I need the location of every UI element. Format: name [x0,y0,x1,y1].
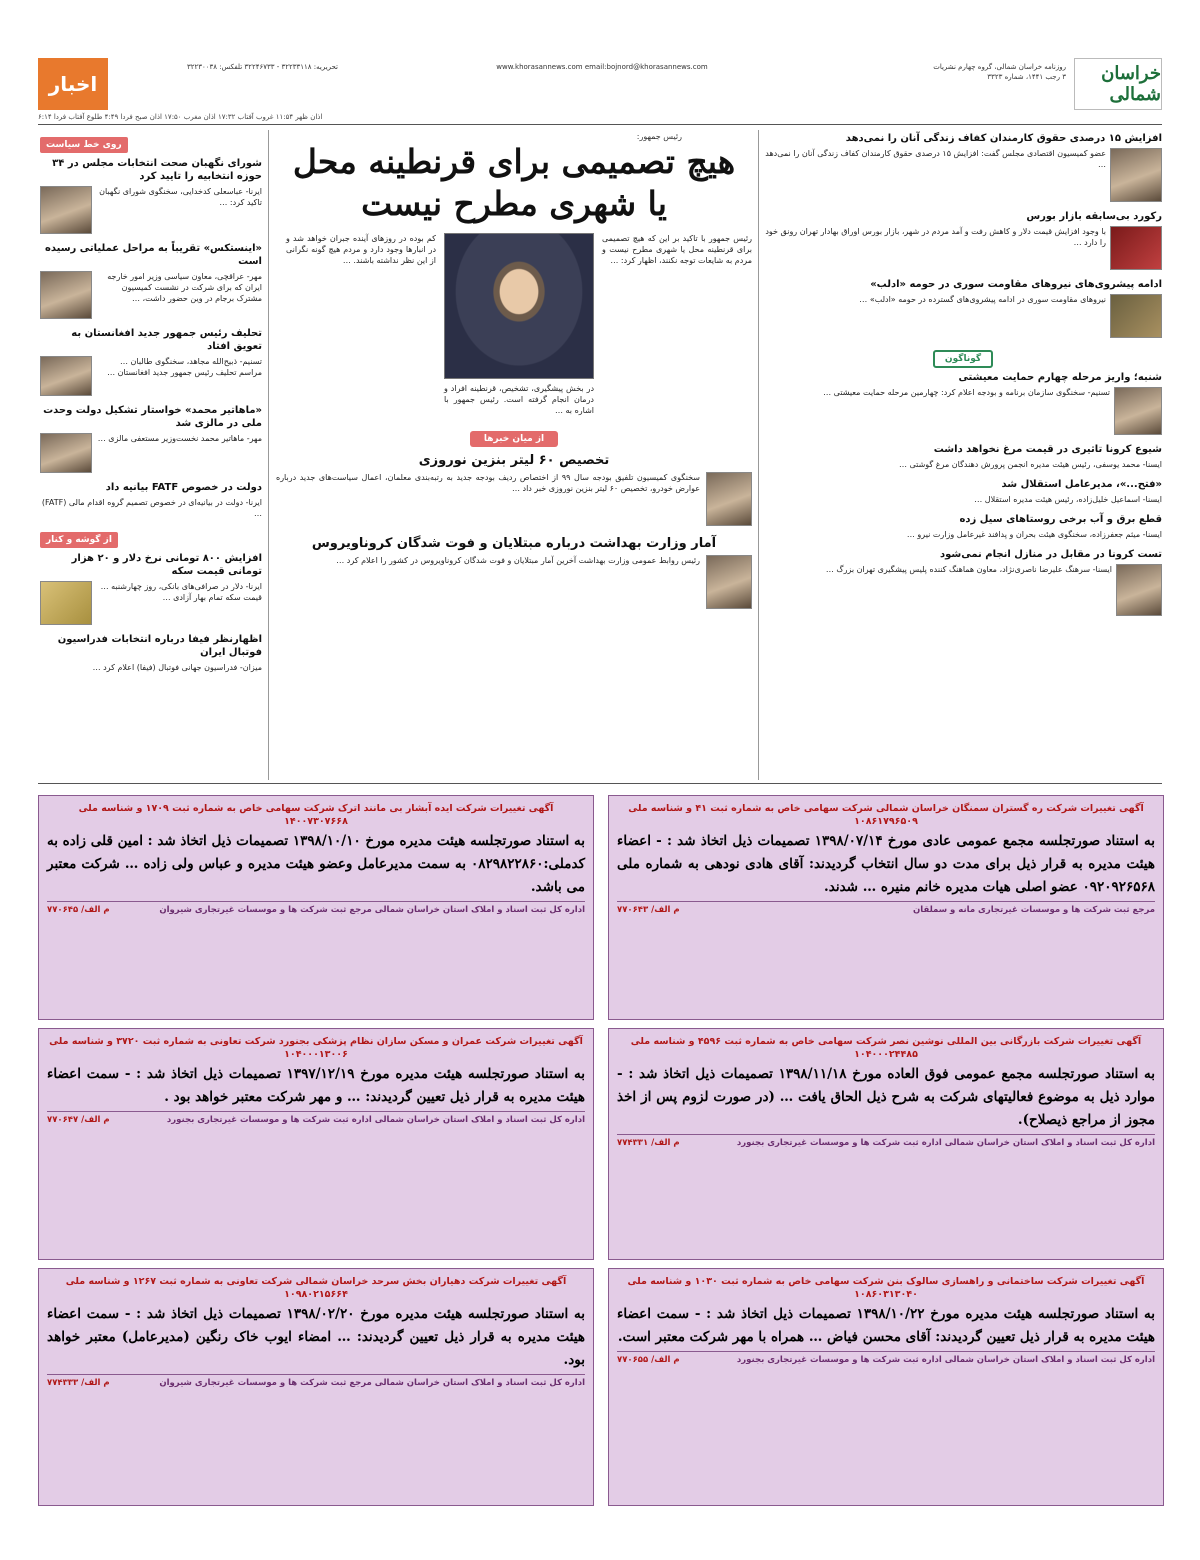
notice-code: م الف/ ۷۷۰۶۴۳ [617,905,680,915]
notice-code: م الف/ ۷۷۰۶۵۵ [617,1355,680,1365]
legal-notice [38,1268,594,1506]
news-body: مهر- عراقچی، معاون سیاسی وزیر امور خارجه ایران که برای شرکت در نشست کمیسیون مشترک برجام در وین حضور داشت، … [107,272,262,303]
site-urls: www.khorasannews.com email:bojnord@khorasannews.com [496,63,708,71]
syria-photo [1110,294,1162,338]
notice-code: م الف/ ۷۷۴۳۳۱ [617,1138,680,1148]
newspaper-logo [1074,58,1162,110]
contacts: تحریریه: ۳۲۲۳۳۱۱۸ - ۳۲۲۴۶۷۳۳ تلفکس: ۳۲۲۳۰۰۳۸ [186,63,338,71]
news-title: شنبه؛ واریز مرحله چهارم حمایت معیشتی [958,372,1162,383]
legal-notice [608,1268,1164,1506]
ads-divider [38,783,1162,784]
headline-line: یا شهری مطرح نیست [361,184,667,223]
notice-footer: اداره کل ثبت اسناد و املاک استان خراسان شمالی اداره ثبت شرکت ها و موسسات غیرتجاری بجنورد [736,1138,1155,1148]
notice-title: آگهی تغییرات شرکت ایده آبشار بی مانند اترک شرکت سهامی خاص به شماره ثبت ۱۷۰۹ و شناسه ملی ۱۴۰۰۷۳۰۷۶۶۸ [78,803,554,827]
section-text: اخبار [48,72,98,96]
news-body: ایسنا- محمد یوسفی، رئیس هیئت مدیره انجمن پرورش دهندگان مرغ گوشتی … [898,460,1162,469]
notice-footer: اداره کل ثبت اسناد و املاک استان خراسان شمالی اداره ثبت شرکت ها و موسسات غیرتجاری بجنورد [166,1115,585,1125]
coins-photo [40,581,92,625]
politics-badge: روی خط سیاست [40,137,128,153]
news-body: ایرنا- دولت در بیانیه‌ای در خصوص تصمیم گروه اقدام مالی (FATF) … [41,498,262,518]
center-column [276,132,752,609]
news-title: تست کرونا در مقابل در منازل انجام نمی‌شود [940,549,1162,560]
sub-body: سخنگوی کمیسیون تلفیق بودجه سال ۹۹ از اختصاص ردیف بودجه جدید به رتبه‌بندی معلمان، اعمال سیاست‌های جدید درباره عوارض خودرو، تخصیص ۶۰ لیتر بنزین نوروزی خبر داد … [276,473,700,493]
news-title: رکورد بی‌سابقه بازار بورس [1026,211,1162,222]
sub-body: رئیس روابط عمومی وزارت بهداشت آخرین آمار مبتلایان و فوت شدگان کروناویروس در کشور را اعلام کرد … [336,556,700,565]
news-body: ایسنا- میثم جعفرزاده، سخنگوی هیئت بحران و پدافند غیرعامل وزارت نیرو … [906,530,1162,539]
news-photo [40,186,92,234]
notice-title: آگهی تغییرات شرکت ساختمانی و راهسازی سالوک بنن شرکت سهامی خاص به شماره ثبت ۱۰۳۰ و شناسه ملی ۱۰۸۶۰۳۱۳۰۴۰ [627,1276,1145,1300]
notice-body: به استناد صورتجلسه هیئت مدیره مورخ ۱۳۹۷/۱۲/۱۹ تصمیمات ذیل اتخاذ شد : - سمت اعضاء هیئت مدیره به قرار ذیل تعیین گردیدند: … و مهر شرکت معتبر خواهد بود . [47,1066,585,1105]
news-photo [1110,148,1162,202]
lead-body: در بخش پیشگیری، تشخیص، قرنطینه افراد و درمان انجام گرفته است. رئیس جمهور با اشاره به … [444,384,594,415]
lead-body: کم بوده در روزهای آینده جبران خواهد شد و در انبارها وجود دارد و مردم هیچ گونه نگرانی از این نظر نداشته باشند. … [286,234,436,265]
main-headline [276,141,752,225]
news-title: دولت در خصوص FATF بیانیه داد [105,482,262,493]
news-photo [40,433,92,473]
news-photo [1114,387,1162,435]
news-body: ایسنا- اسماعیل خلیل‌زاده، رئیس هیئت مدیره استقلال … [974,495,1162,504]
headline-line: هیچ تصمیمی برای قرنطینه محل [292,142,736,181]
news-title: «ماهاتیر محمد» خواستار تشکیل دولت وحدت ملی در مالزی شد [43,405,262,429]
notice-body: به استناد صورتجلسه مجمع عمومی فوق العاده مورخ ۱۳۹۸/۱۱/۱۸ تصمیمات ذیل اتخاذ شد : - موارد ذیل به موضوع فعالیتهای شرکت به شرح ذیل الحاق یافت … (در صورت لزوم پس از اخذ مجوز از مراجع ذیصلاح). [617,1066,1156,1128]
notice-code: م الف/ ۷۷۴۳۳۳ [47,1378,110,1388]
legal-notice [38,795,594,1020]
notice-body: به استناد صورتجلسه هیئت مدیره مورخ ۱۳۹۸/۰۲/۲۰ تصمیمات ذیل اتخاذ شد : - سمت اعضاء هیئت مدیره به قرار ذیل تعیین گردیدند: … امضاء ایوب خاک رنگین (مدیرعامل) معتبر خواهد بود. [47,1306,585,1368]
news-photo [40,271,92,319]
notice-title: آگهی تغییرات شرکت بازرگانی بین المللی نوشین نصر شرکت سهامی خاص به شماره ثبت ۴۵۹۶ و شناسه ملی ۱۰۴۰۰۰۲۴۴۸۵ [630,1036,1142,1060]
news-title: تحلیف رئیس جمهور جدید افغانستان به تعویق افتاد [71,328,262,352]
news-body: میزان- فدراسیون جهانی فوتبال (فیفا) اعلام کرد … [92,663,262,672]
news-title: اظهارنظر فیفا درباره انتخابات فدراسیون فوتبال ایران [57,634,262,658]
president-photo [444,233,594,379]
headline-kicker: رئیس جمهور: [636,132,682,141]
column-divider-right [758,130,759,780]
police-photo [1116,564,1162,616]
news-body: با وجود افزایش قیمت دلار و کاهش رفت و آمد مردم در شهر، بازار بورس اوراق بهادار تهران رونق خود را دارد … [765,227,1106,247]
news-title: شورای نگهبان صحت انتخابات مجلس در ۳۴ حوزه انتخابیه را تایید کرد [52,158,262,182]
legal-notice [608,795,1164,1020]
news-body: تسنیم- ذبیح‌الله مجاهد، سخنگوی طالبان … مراسم تحلیف رئیس جمهور جدید افغانستان … [107,357,262,377]
notice-footer: اداره کل ثبت اسناد و املاک استان خراسان شمالی اداره ثبت شرکت ها و موسسات غیرتجاری بجنورد [736,1355,1155,1365]
news-body: ایرنا- عباسعلی کدخدایی، سخنگوی شورای نگهبان تاکید کرد: … [99,187,262,207]
lead-body: رئیس جمهور با تاکید بر این که هیچ تصمیمی برای قرنطینه محل یا شهری مطرح نیست و مردم به شایعات توجه نکنند، اظهار کرد: … [602,234,752,265]
sub-headline: تخصیص ۶۰ لیتر بنزین نوروزی [418,453,610,468]
legal-notice [38,1028,594,1260]
news-title: «اینستکس» تقریباً به مراحل عملیاتی رسیده است [44,243,262,267]
spokesman-photo [706,472,752,526]
news-title: «فتح...»، مدیرعامل استقلال شد [1001,479,1162,490]
misc-badge: از گوشه و کنار [40,532,118,548]
news-title: شیوع کرونا تاثیری در قیمت مرغ نخواهد داشت [933,444,1162,455]
news-body: ایسنا- سرهنگ علیرضا ناصری‌نژاد، معاون هماهنگ کننده پلیس پیشگیری تهران بزرگ … [825,565,1112,574]
ministry-photo [706,555,752,609]
notice-body: به استناد صورتجلسه هیئت مدیره مورخ ۱۳۹۸/۱۰/۲۲ تصمیمات ذیل اتخاذ شد : - سمت اعضاء هیئت مدیره به قرار ذیل تعیین گردیدند: آقای محسن فیاض … همراه با مهر شرکت معتبر است. [617,1306,1155,1345]
notice-body: به استناد صورتجلسه هیئت مدیره مورخ ۱۳۹۸/۱۰/۱۰ تصمیمات ذیل اتخاذ شد : امین قلی زاده به کدملی:۰۸۲۹۸۲۲۸۶۰ به سمت مدیرعامل وعضو هیئت مدیره و عباس ولی زاده … شرکت معتبر می باشد. [46,833,585,895]
bourse-photo [1110,226,1162,270]
notice-body: به استناد صورتجلسه مجمع عمومی عادی مورخ ۱۳۹۸/۰۷/۱۴ تصمیمات ذیل اتخاذ شد : - اعضاء هیئت مدیره به قرار ذیل برای مدت دو سال انتخاب گردیدند: آقای هادی نودهی به شماره ملی ۰۹۲۰۹۲۶۵۶۸ عضو اصلی هیات مدیره خانم منیره … شدند. [617,833,1155,895]
news-title: قطع برق و آب برخی روستاهای سیل زده [959,514,1162,525]
sub-headline: آمار وزارت بهداشت درباره مبتلایان و فوت شدگان کروناویروس [311,536,717,551]
news-body: عضو کمیسیون اقتصادی مجلس گفت: افزایش ۱۵ درصدی حقوق کارمندان کفاف زندگی آنان را نمی‌دهد … [765,149,1106,169]
section-label [38,58,108,110]
notice-title: آگهی تغییرات شرکت ره گستران سمنگان خراسان شمالی شرکت سهامی خاص به شماره ثبت ۴۱ و شناسه ملی ۱۰۸۶۱۷۹۶۵۰۹ [628,803,1144,827]
prayer-times: اذان ظهر ۱۱:۵۴ غروب آفتاب ۱۷:۳۲ اذان مغرب ۱۷:۵۰ اذان صبح فردا ۴:۴۹ طلوع آفتاب فردا ۶:۱۴ [38,113,323,121]
notice-code: م الف/ ۷۷۰۶۴۷ [47,1115,110,1125]
publisher-text: روزنامه خراسان شمالی، گروه چهارم نشریات [933,63,1066,71]
logo-text: خراسان شمالی [1101,63,1161,105]
right-column [764,132,1162,622]
news-photo [40,356,92,396]
issue-text: ۳ رجب ۱۴۴۱، شماره ۳۳۲۳ [987,73,1066,81]
news-body: مهر- ماهاتیر محمد نخست‌وزیر مستعفی مالزی … [97,434,262,443]
news-title: افزایش ۸۰۰ تومانی نرخ دلار و ۲۰ هزار تومانی قیمت سکه [71,553,262,577]
news-body: ایرنا- دلار در صرافی‌های بانکی، روز چهارشنبه … قیمت سکه تمام بهار آزادی … [100,582,262,602]
publisher-info [816,62,1066,82]
masthead [38,58,1162,110]
news-title: ادامه پیشروی‌های نیروهای مقاومت سوری در حومه «ادلب» [870,279,1162,290]
notice-title: آگهی تغییرات شرکت عمران و مسکن سازان نظام پزشکی بجنورد شرکت تعاونی به شماره ثبت ۳۷۲۰ و شناسه ملی ۱۰۴۰۰۰۱۳۰۰۶ [49,1036,583,1060]
misc-section-tab: گوناگون [933,350,993,368]
column-divider-left [268,130,269,780]
left-column [40,132,262,679]
notice-footer: مرجع ثبت شرکت ها و موسسات غیرتجاری مانه و سملقان [913,905,1155,915]
legal-notice [608,1028,1164,1260]
masthead-divider [38,124,1162,125]
notice-code: م الف/ ۷۷۰۶۴۵ [47,905,110,915]
news-title: افزایش ۱۵ درصدی حقوق کارمندان کفاف زندگی آنان را نمی‌دهد [845,133,1162,144]
notice-footer: اداره کل ثبت اسناد و املاک استان خراسان شمالی مرجع ثبت شرکت ها و موسسات غیرتجاری شیروان [159,1378,585,1388]
news-body: نیروهای مقاومت سوری در ادامه پیشروی‌های گسترده در حومه «ادلب» … [859,295,1106,304]
news-body: تسنیم- سخنگوی سازمان برنامه و بودجه اعلام کرد: چهارمین مرحله حمایت معیشتی … [823,388,1110,397]
notice-title: آگهی تغییرات شرکت دهیاران بخش سرحد خراسان شمالی شرکت تعاونی به شماره ثبت ۱۲۶۷ و شناسه ملی ۱۰۹۸۰۲۱۵۶۶۴ [65,1276,567,1300]
among-news-tab: از میان خبرها [470,431,558,447]
notice-footer: اداره کل ثبت اسناد و املاک استان خراسان شمالی مرجع ثبت شرکت ها و موسسات غیرتجاری شیروان [159,905,585,915]
